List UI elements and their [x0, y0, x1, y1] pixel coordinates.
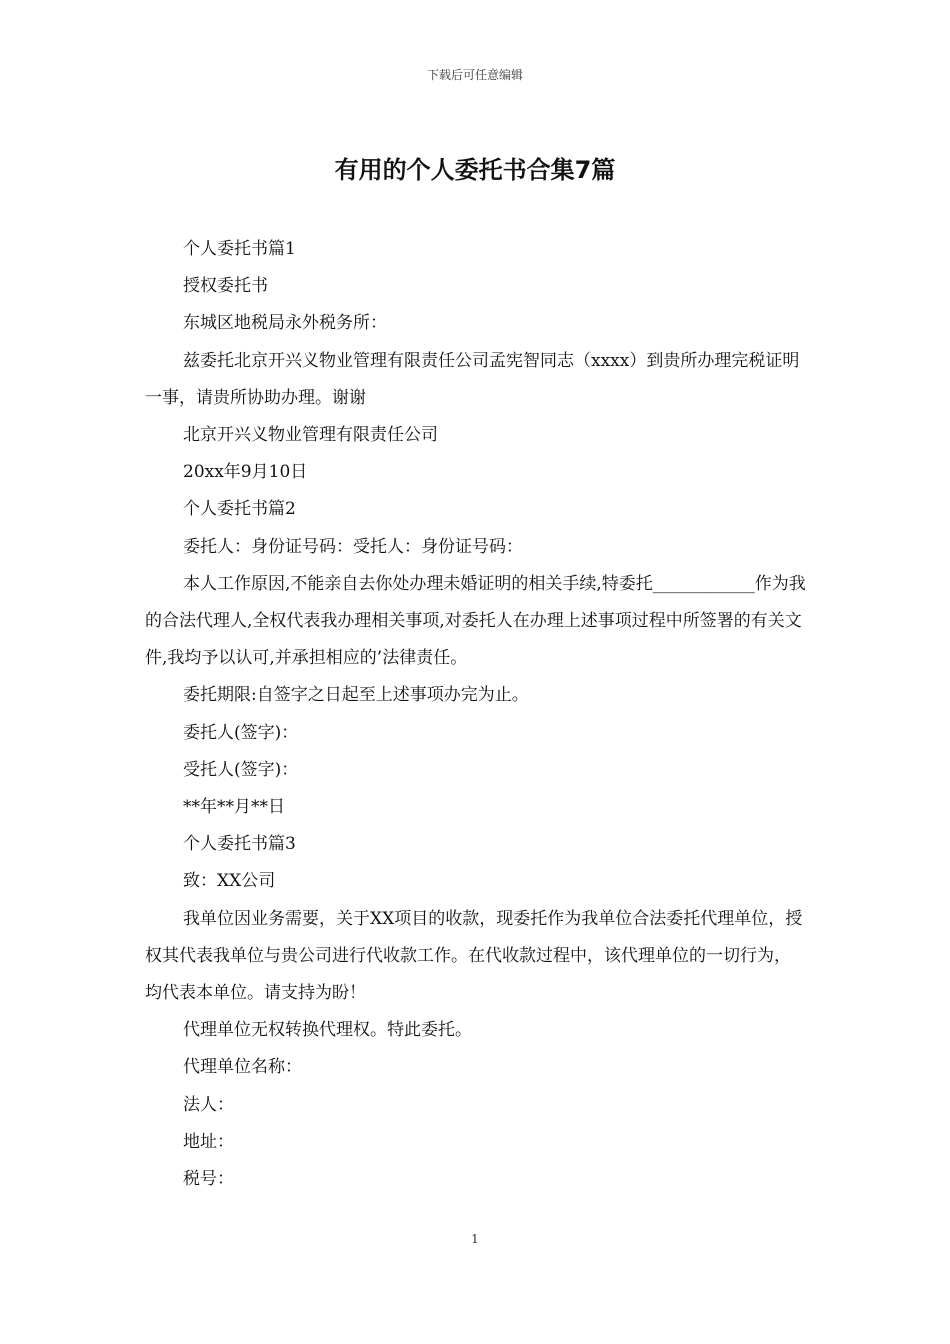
paragraph-authorization-title: 授权委托书 [183, 276, 268, 297]
paragraph-body: 我单位因业务需要，关于XX项目的收款，现委托作为我单位合法委托代理单位，授权其代表我单位与贵公司进行代收款工作。在代收款过程中，该代理单位的一切行为，均代表本单位。请支持为盼！ [145, 908, 803, 1004]
paragraph-agent-name: 代理单位名称： [183, 1057, 302, 1078]
paragraph-notice: 代理单位无权转换代理权。特此委托。 [183, 1020, 472, 1041]
paragraph-term: 委托期限:自签字之日起至上述事项办完为止。 [183, 685, 529, 706]
paragraph-body: 兹委托北京开兴义物业管理有限责任公司孟宪智同志（xxxx）到贵所办理完税证明一事，请贵所协助办理。谢谢 [145, 350, 800, 408]
paragraph-agent-signature: 受托人(签字)： [183, 759, 299, 780]
paragraph-date: **年**月**日 [183, 797, 285, 818]
paragraph-address: 地址： [183, 1131, 234, 1152]
paragraph-tax-number: 税号： [183, 1169, 234, 1190]
paragraph-section-1-heading: 个人委托书篇1 [183, 239, 296, 259]
page-number: 1 [471, 1232, 479, 1246]
paragraph-company: 北京开兴义物业管理有限责任公司 [183, 425, 438, 446]
paragraph-date: 20xx年9月10日 [183, 462, 308, 483]
paragraph-principal-signature: 委托人(签字)： [183, 722, 299, 743]
paragraph-body: 本人工作原因,不能亲自去你处办理未婚证明的相关手续,特委托____________作为我的合法代理人,全权代表我办理相关事项,对委托人在办理上述事项过程中所签署的有关文件,我均予以认可,并承担相应的’法律责任。 [145, 573, 806, 669]
header-note: 下载后可任意编辑 [426, 68, 523, 82]
paragraph-parties: 委托人：身份证号码：受托人：身份证号码： [183, 536, 523, 557]
paragraph-legal-person: 法人： [183, 1094, 234, 1115]
document-body [145, 231, 807, 1198]
paragraph-section-2-heading: 个人委托书篇2 [183, 499, 296, 520]
document-title: 有用的个人委托书合集7篇 [334, 156, 616, 184]
paragraph-addressee: 东城区地税局永外税务所： [183, 313, 387, 334]
paragraph-addressee: 致：XX公司 [183, 871, 276, 892]
paragraph-section-3-heading: 个人委托书篇3 [183, 834, 296, 855]
